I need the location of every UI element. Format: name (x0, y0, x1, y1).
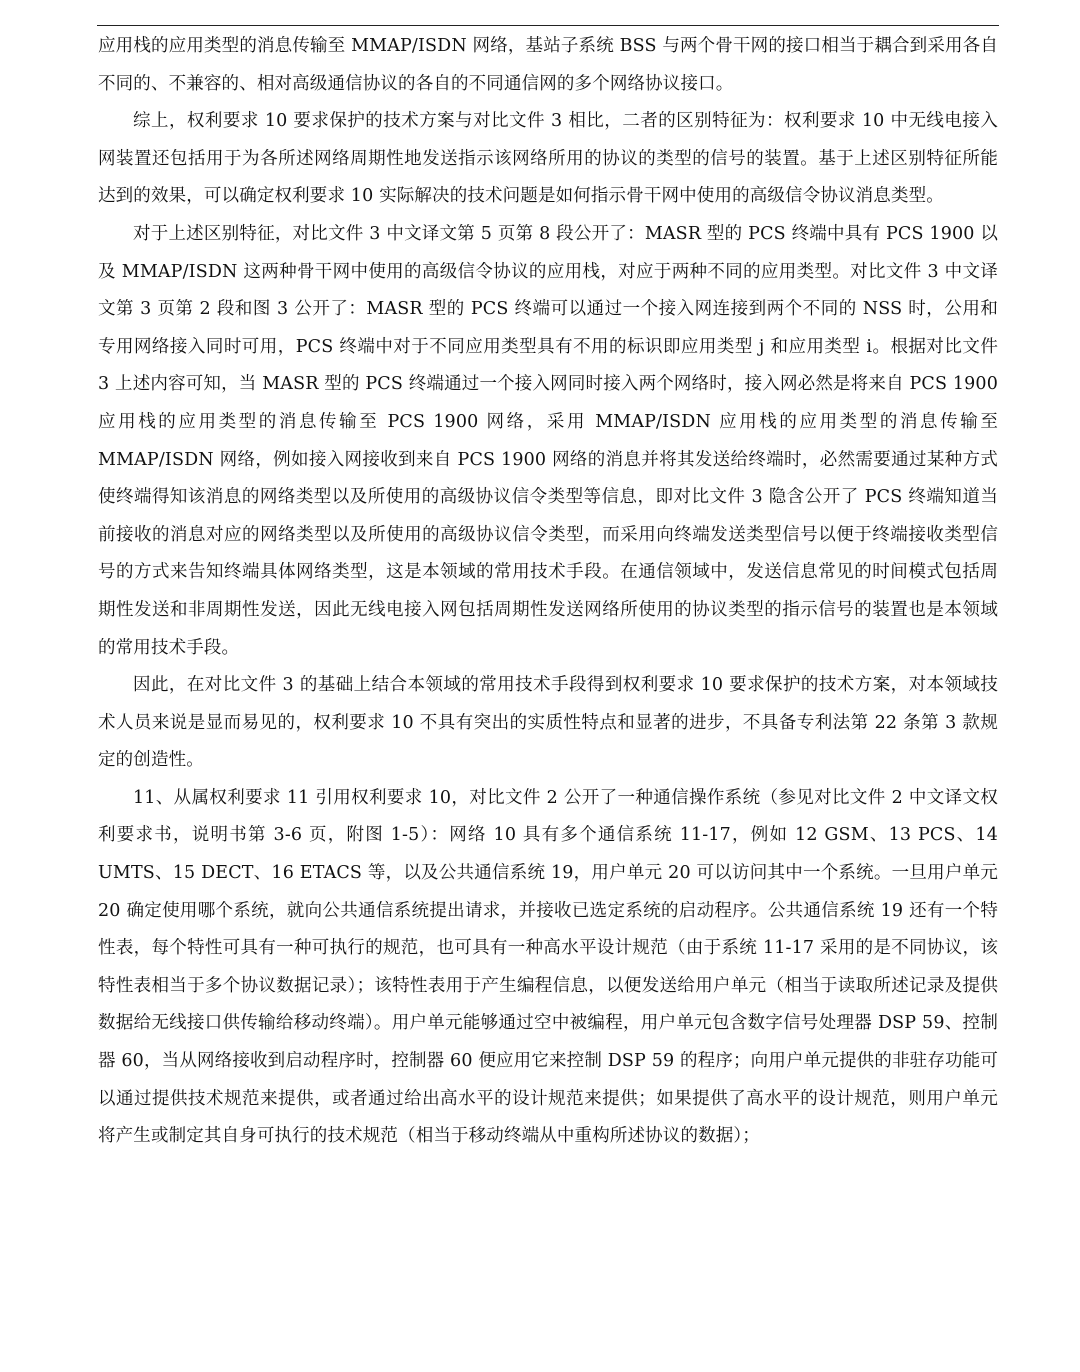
document-body (98, 28, 998, 1156)
paragraph-5: 11、从属权利要求 11 引用权利要求 10，对比文件 2 公开了一种通信操作系统（参见对比文件 2 中文译文权利要求书，说明书第 3-6 页，附图 1-5）：网络 10 具有多个通信系统 11-17，例如 12 GSM、13 PCS、14 UMTS、15 DECT、16 ETACS 等，以及公共通信系统 19，用户单元 20 可以访问其中一个系统。一旦用户单元 20 确定使用哪个系统，就向公共通信系统提出请求，并接收已选定系统的启动程序。公共通信系统 19 还有一个特性表，每个特性可具有一种可执行的规范，也可具有一种高水平设计规范（由于系统 11-17 采用的是不同协议，该特性表相当于多个协议数据记录）；该特性表用于产生编程信息，以便发送给用户单元（相当于读取所述记录及提供数据给无线接口供传输给移动终端）。用户单元能够通过空中被编程，用户单元包含数字信号处理器 DSP 59、控制器 60，当从网络接收到启动程序时，控制器 60 便应用它来控制 DSP 59 的程序；向用户单元提供的非驻存功能可以通过提供技术规范来提供，或者通过给出高水平的设计规范来提供；如果提供了高水平的设计规范，则用户单元将产生或制定其自身可执行的技术规范（相当于移动终端从中重构所述协议的数据）； (98, 787, 998, 1147)
paragraph-3: 对于上述区别特征，对比文件 3 中文译文第 5 页第 8 段公开了：MASR 型的 PCS 终端中具有 PCS 1900 以及 MMAP/ISDN 这两种骨干网中使用的高级信令协议的应用栈，对应于两种不同的应用类型。对比文件 3 中文译文第 3 页第 2 段和图 3 公开了：MASR 型的 PCS 终端可以通过一个接入网连接到两个不同的 NSS 时，公用和专用网络接入同时可用，PCS 终端中对于不同应用类型具有不用的标识即应用类型 j 和应用类型 i。根据对比文件 3 上述内容可知，当 MASR 型的 PCS 终端通过一个接入网同时接入两个网络时，接入网必然是将来自 PCS 1900 应用栈的应用类型的消息传输至 PCS 1900 网络，采用 MMAP/ISDN 应用栈的应用类型的消息传输至 MMAP/ISDN 网络，例如接入网接收到来自 PCS 1900 网络的消息并将其发送给终端时，必然需要通过某种方式使终端得知该消息的网络类型以及所使用的高级协议信令类型等信息，即对比文件 3 隐含公开了 PCS 终端知道当前接收的消息对应的网络类型以及所使用的高级协议信令类型，而采用向终端发送类型信号以便于终端接收类型信号的方式来告知终端具体网络类型，这是本领域的常用技术手段。在通信领域中，发送信息常见的时间模式包括周期性发送和非周期性发送，因此无线电接入网包括周期性发送网络所使用的协议类型的指示信号的装置也是本领域的常用技术手段。 (98, 223, 998, 658)
paragraph-1: 应用栈的应用类型的消息传输至 MMAP/ISDN 网络，基站子系统 BSS 与两个骨干网的接口相当于耦合到采用各自不同的、不兼容的、相对高级通信协议的各自的不同通信网的多个网络协议接口。 (98, 36, 998, 94)
header-rule (97, 25, 999, 26)
paragraph-2: 综上，权利要求 10 要求保护的技术方案与对比文件 3 相比，二者的区别特征为：权利要求 10 中无线电接入网装置还包括用于为各所述网络周期性地发送指示该网络所用的协议的类型的信号的装置。基于上述区别特征所能达到的效果，可以确定权利要求 10 实际解决的技术问题是如何指示骨干网中使用的高级信令协议消息类型。 (98, 111, 998, 207)
paragraph-4: 因此，在对比文件 3 的基础上结合本领域的常用技术手段得到权利要求 10 要求保护的技术方案，对本领域技术人员来说是显而易见的，权利要求 10 不具有突出的实质性特点和显著的进步，不具备专利法第 22 条第 3 款规定的创造性。 (98, 675, 998, 771)
